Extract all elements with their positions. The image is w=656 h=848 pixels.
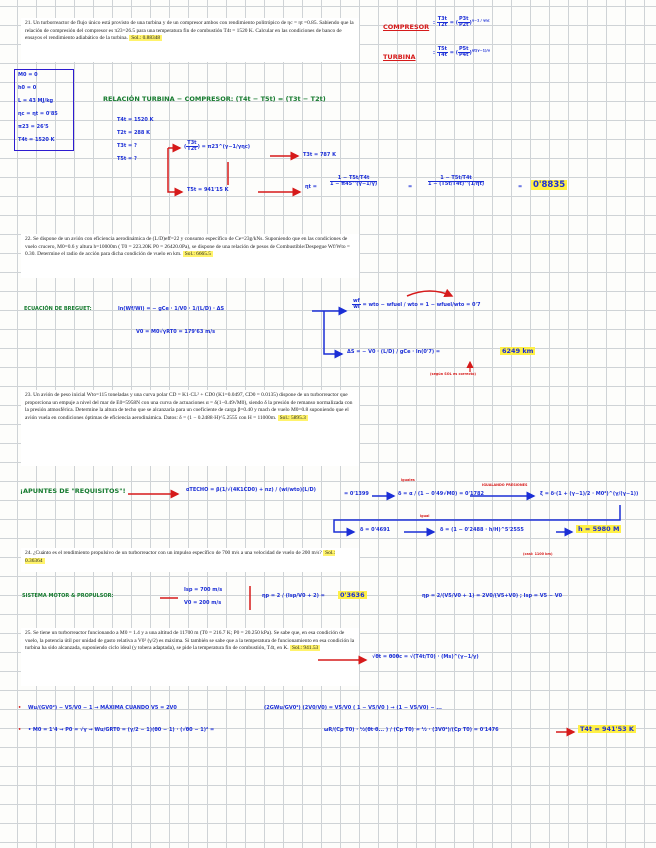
h-note: (casi: 1100 km) [523, 552, 553, 556]
etap-result: 0'3636 [340, 591, 365, 599]
known-0: T4t = 1520 K [117, 117, 154, 123]
mu-line: • M0 = 1'4 → P0 = √γ → Wu/GRT0 = (γ/2 − 1)(θ0 − 1) · (√θ0 − 1)² = [28, 727, 215, 733]
arrow-wf [407, 291, 452, 296]
delta2-note: igual [420, 514, 430, 518]
t3-result: T3t = 787 K [303, 152, 337, 158]
arrow-ds [324, 311, 342, 354]
alpha-result: = 0'1399 [344, 491, 369, 497]
problem-22-solution: Sol.: 6665.5 [184, 251, 211, 258]
data-line-2: L = 43 MJ/kg [18, 98, 54, 104]
problem-25-solution: Sol.: 941.53 [292, 645, 319, 652]
t4-final: T4t = 941'53 K [580, 725, 634, 733]
ds-equation: ΔS = − V0 · (L/D) / gCe · ln(0'7) = [347, 349, 441, 355]
problem-22-text: 22. Se dispone de un avión con eficiencia aerodinámica de (L/D)eff=22 y consumo específico de Ce=23g/kNs. Suponiendo que en las condiciones de vuelo crucero, M0=0.6 y altura h=10000m ( T0 = 223.20K P0 = 26420.0Pa), se dispone de una relación de pesos de Combustible/Despegue Wf/Wto = 0.30. Determine el radio de acción para dicha condición de vuelo en km. [25, 236, 350, 258]
igualar-note: IGUALANDO PRESIONES [482, 483, 528, 487]
eta-fraction-2: $\frac{1 - T5t/T4t}{1 - (T5t/T4t)\^{}(1/\eta t)}$ [428, 175, 485, 187]
v0-equation: V0 = M0√γRT0 = 179'63 m/s [136, 329, 216, 335]
problem-23-data: Datos: δ = (1 − 0.2488·H)^5.2555 con H = 11000m. [163, 414, 277, 421]
v0-p24-value: V0 = 200 m/s [184, 600, 222, 606]
data-line-0: M0 = 0 [18, 72, 38, 78]
known-3: T5t = ? [117, 156, 137, 162]
turbina-label: TURBINA [383, 53, 416, 61]
known-1: T2t = 288 K [117, 130, 151, 136]
delta2-equation: δ = 0'4691 [360, 527, 391, 533]
breguet-equation: ln(Wf/Wi) = − gCe · 1/V0 · 1/(L/D) · ΔS [118, 306, 225, 312]
max-bullet-1: • [18, 705, 22, 711]
problem-24-solution: Sol.: 0.36364 [25, 550, 336, 564]
eta-eq-sign-2: = [518, 184, 523, 190]
delta-equation: δ = α / (1 − 0'49√M0) = 0'1782 [398, 491, 484, 497]
known-2: T3t = ? [117, 143, 137, 149]
eta-fraction-1: $\frac{1 - T5t/T4t}{1 - \pi 45\^{}(\gamma-1/\gamma)}$ [330, 175, 378, 187]
sqrt-theta-eq: √θt = θ0θc = √(T4t/T0) · (Ms)^(γ−1/γ) [372, 654, 479, 660]
eta-result: 0'8835 [533, 180, 566, 190]
problem-21-solution: Sol.: 0.88348 [131, 35, 161, 42]
t5-result: T5t = 941'15 K [187, 187, 229, 193]
alpha-equation: αTECHO = β(1/√(4K1CD0) + nz) / (wi/wto)(L/D) [186, 487, 316, 493]
etap-alt: ηp = 2/(V5/V0 + 1) = 2V0/(V5+V0) ; Isp = V5 − V0 [422, 593, 563, 599]
wf-ratio: $\frac{wf}{wi}$ = wto − wfuel / wto = 1 − wfuel/wto = 0'7 [353, 298, 481, 310]
breguet-title: ECUACIÓN DE BREGUET: [24, 306, 92, 312]
data-line-4: π23 = 26'5 [18, 124, 49, 130]
isp-value: Isp = 700 m/s [184, 587, 223, 593]
delta3-equation: δ = (1 − 0'2488 · h/H)^5'2555 [440, 527, 524, 533]
compresor-formula: : $\frac{T3t}{T2t}$ = ( $\frac{P3t}{P2t}$ )$^{\gamma-1 / \gamma\eta c}$ [433, 16, 490, 28]
etap-equation: ηp = 2 / (Isp/V0 + 2) = [262, 593, 325, 599]
ds-result: 6249 km [502, 347, 534, 355]
sistema-title: SISTEMA MOTOR & PROPULSOR: [22, 593, 114, 599]
arrow-delta2 [334, 505, 620, 532]
mu-line-2: ωR/(Cp T0) · ½(θt·θ... ) / (Cp T0) = ½ · (3V0²)/(Cp T0) = 0'1476 [324, 727, 499, 733]
data-line-1: h0 = 0 [18, 85, 37, 91]
problem-21-text: 21. Un turborreactor de flujo único está provisto de una turbina y de un compresor ambos con rendimiento politrópico de ηc = ηt =0.85. Sabiendo que la relación de compresión del compresor es π23=26.5 para una temperatura fin de combustión T4t = 1520 K. Calcular en las condiciones de banco de ensayos el rendimiento adiabático de la turbina. [25, 20, 354, 42]
delta-note-top: iguales [401, 478, 415, 482]
ds-note: (según SOL es correcto) [430, 372, 476, 376]
h-result: h = 5980 M [578, 525, 620, 533]
data-line-3: ηc = ηt = 0'85 [18, 111, 58, 117]
ce-equation: ξ = δ·(1 + (γ−1)/2 · M0²)^(γ/(γ−1)) [540, 491, 639, 497]
max-mid: (2GWu/GV0²) (2V0/V0) = V5/V0 ( 1 − V5/V0 ) → (1 − V5/V0) − ... [264, 705, 442, 711]
apuntes-title: ¡APUNTES DE "REQUISITOS"! [20, 487, 126, 495]
arrow-t5 [168, 148, 182, 192]
t3-equation: ( $\frac{T3t}{T2t}$ ) = π23^(γ−1/γηc) [184, 140, 251, 152]
problem-23-solution: Sol.: 5895.3 [279, 414, 306, 421]
eta-eq-sign: = [408, 184, 413, 190]
turbina-formula: : $\frac{T5t}{T4t}$ = ( $\frac{P5t}{P4t}$ )$^{\eta t(\gamma-1)/\gamma}$ [433, 46, 491, 58]
compresor-label: COMPRESOR [383, 23, 430, 31]
problem-25-text: 25. Se tiene un turborreactor funcionando a M0 = 1.4 y a una altitud de 11700 m (T0 = 216.7 K; P0 = 20.250 kPa). Se sabe que, en esa condición de vuelo, la potencia útil por unidad de gasto relativa a V0² (γ/2) es máxima. Si también se sabe que a la temperatura de funcionamiento en esa condición la turbina ha sido alcanzada, suponiendo ciclo ideal (y tobera adaptada), se pide la temperatura fin de combustión, T4t, en K. [25, 630, 355, 652]
max-cond: Wu/(GV0²) − V5/V0 − 1 → MÁXIMA CUANDO V5 = 2V0 [28, 705, 177, 711]
problem-24-text: 24. ¿Cuánto es el rendimiento propulsivo de un turborreactor con un impulso específico de 700 m/s a una velocidad de vuelo de 200 m/s? [25, 550, 322, 556]
data-line-5: T4t = 1520 K [18, 137, 55, 143]
problem-23-text: 23. Un avión de peso inicial Wto=115 toneladas y una curva polar CD = K1·CL² + CD0 (K1=0.0497, CD0 = 0.0135) dispone de un turborreactor que proporciona un empuje a nivel del mar de E0=5958N con una curva de actuaciones α = δ(1−0.49√M0), siendo δ la presión de remanso normalizada con la presión atmosférica. Determine la altura de techo que se alcanzaría para un coeficiente de carga β=0.40 y mach de vuelo M0=0.8 suponiendo que el avión vuela en condiciones óptimas de eficiencia aerodinámica. [25, 392, 353, 421]
eta-label: ηt = [305, 184, 317, 190]
relacion-title: RELACIÓN TURBINA − COMPRESOR: (T4t − T5t) = (T3t − T2t) [103, 95, 326, 103]
max-bullet-2: • [18, 727, 22, 733]
